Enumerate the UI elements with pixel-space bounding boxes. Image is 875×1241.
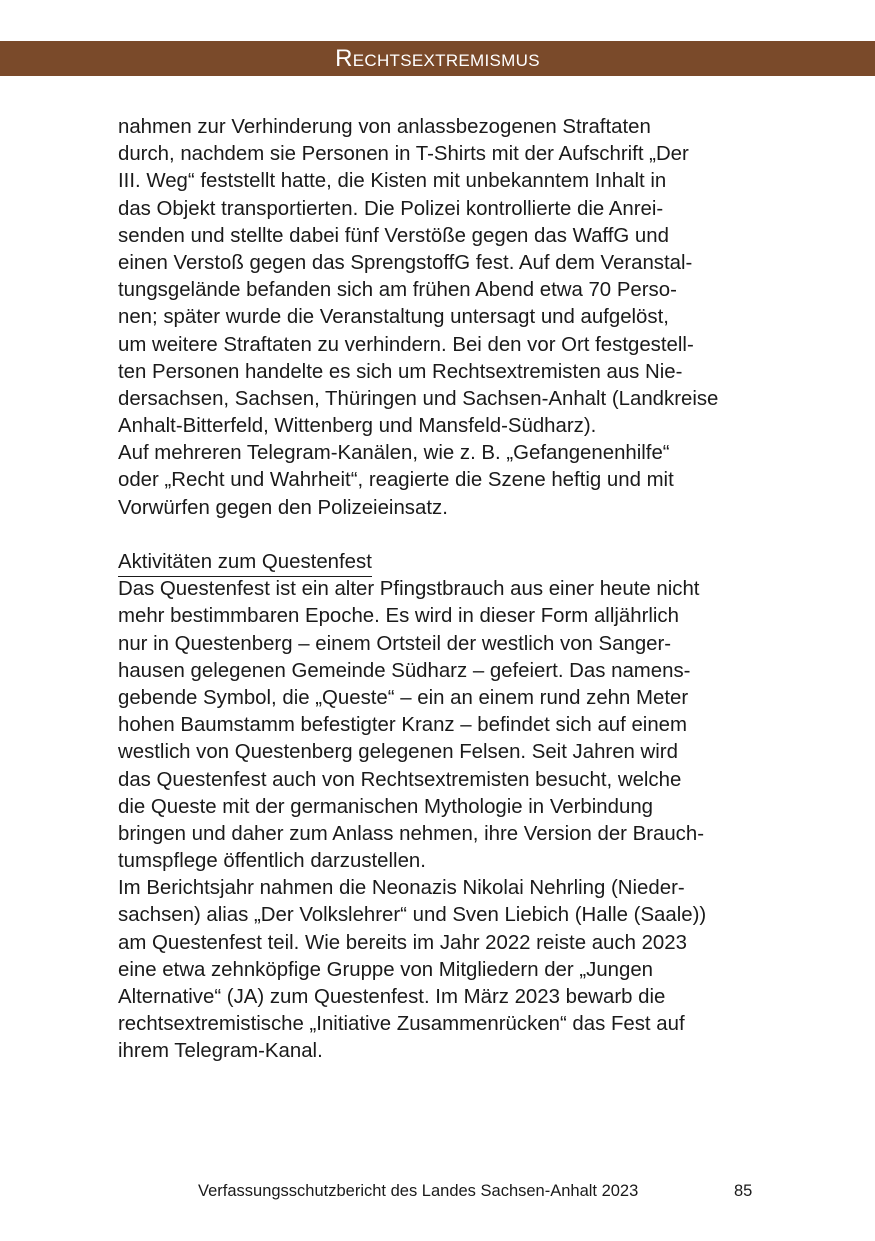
- section-heading: Aktivitäten zum Questenfest: [118, 550, 372, 577]
- text-line: oder „Recht und Wahrheit“, reagierte die Szene heftig und mit: [118, 469, 674, 492]
- text-line: einen Verstoß gegen das SprengstoffG fest. Auf dem Veranstal-: [118, 251, 693, 274]
- text-line: Auf mehreren Telegram-Kanälen, wie z. B. „Gefangenenhilfe“: [118, 442, 670, 465]
- text-line: westlich von Questenberg gelegenen Felsen. Seit Jahren wird: [118, 741, 678, 764]
- text-line: Vorwürfen gegen den Polizeieinsatz.: [118, 496, 448, 519]
- text-line: das Questenfest auch von Rechtsextremisten besucht, welche: [118, 768, 682, 791]
- section-header-bar: [0, 41, 875, 76]
- text-line: um weitere Straftaten zu verhindern. Bei den vor Ort festgestell-: [118, 333, 694, 356]
- text-line: die Queste mit der germanischen Mythologie in Verbindung: [118, 795, 653, 818]
- text-line: tumspflege öffentlich darzustellen.: [118, 850, 426, 873]
- text-line: am Questenfest teil. Wie bereits im Jahr 2022 reiste auch 2023: [118, 931, 687, 954]
- text-line: das Objekt transportierten. Die Polizei kontrollierte die Anrei-: [118, 197, 664, 220]
- text-line: ten Personen handelte es sich um Rechtsextremisten aus Nie-: [118, 360, 683, 383]
- text-line: hausen gelegenen Gemeinde Südharz – gefeiert. Das namens-: [118, 659, 691, 682]
- text-line: eine etwa zehnköpfige Gruppe von Mitgliedern der „Jungen: [118, 958, 654, 981]
- text-line: nahmen zur Verhinderung von anlassbezogenen Straftaten: [118, 116, 651, 138]
- text-line: gebende Symbol, die „Queste“ – ein an einem rund zehn Meter: [118, 686, 689, 709]
- text-line: nur in Questenberg – einem Ortsteil der westlich von Sanger-: [118, 632, 672, 655]
- text-line: Im Berichtsjahr nahmen die Neonazis Nikolai Nehrling (Nieder-: [118, 877, 685, 900]
- text-line: dersachsen, Sachsen, Thüringen und Sachsen-Anhalt (Landkreise: [118, 387, 719, 410]
- text-line: III. Weg“ feststellt hatte, die Kisten mit unbekanntem Inhalt in: [118, 170, 667, 193]
- footer-publication-title: Verfassungsschutzbericht des Landes Sachsen-Anhalt 2023: [198, 1182, 639, 1200]
- text-line: nen; später wurde die Veranstaltung untersagt und aufgelöst,: [118, 306, 669, 329]
- text-line: durch, nachdem sie Personen in T-Shirts mit der Aufschrift „Der: [118, 143, 689, 166]
- paragraph-telegram-reaction: [118, 440, 758, 522]
- text-line: senden und stellte dabei fünf Verstöße gegen das WaffG und: [118, 224, 669, 247]
- text-line: bringen und daher zum Anlass nehmen, ihre Version der Brauch-: [118, 822, 705, 845]
- page-body: [118, 114, 758, 1066]
- paragraph-gap: [118, 522, 758, 549]
- text-line: mehr bestimmbaren Epoche. Es wird in dieser Form alljährlich: [118, 605, 679, 628]
- section-title: Rechtsextremismus: [335, 45, 540, 72]
- page-number: 85: [734, 1182, 753, 1200]
- text-line: tungsgelände befanden sich am frühen Abend etwa 70 Perso-: [118, 279, 677, 302]
- paragraph-questenfest-attendees: [118, 875, 758, 1065]
- paragraph-police-measures: [118, 114, 758, 440]
- text-line: rechtsextremistische „Initiative Zusammenrücken“ das Fest auf: [118, 1013, 685, 1036]
- section-heading-row: [118, 549, 758, 576]
- text-line: Alternative“ (JA) zum Questenfest. Im März 2023 bewarb die: [118, 986, 666, 1008]
- text-line: ihrem Telegram-Kanal.: [118, 1040, 323, 1063]
- text-line: Anhalt-Bitterfeld, Wittenberg und Mansfeld-Südharz).: [118, 415, 597, 438]
- paragraph-questenfest-intro: [118, 576, 758, 875]
- text-line: sachsen) alias „Der Volkslehrer“ und Sven Liebich (Halle (Saale)): [118, 904, 707, 927]
- text-line: hohen Baumstamm befestigter Kranz – befindet sich auf einem: [118, 714, 687, 737]
- text-line: Das Questenfest ist ein alter Pfingstbrauch aus einer heute nicht: [118, 578, 700, 601]
